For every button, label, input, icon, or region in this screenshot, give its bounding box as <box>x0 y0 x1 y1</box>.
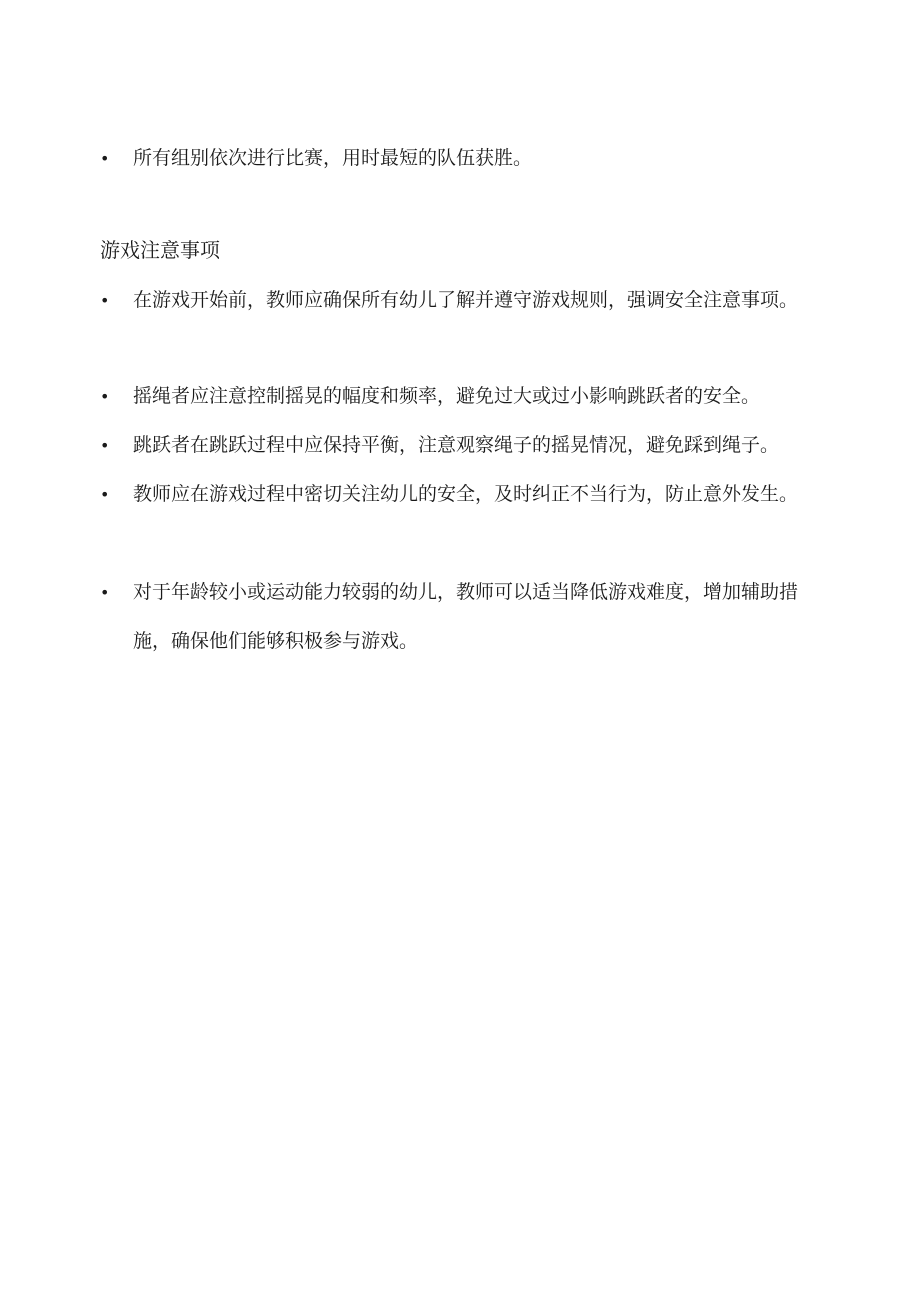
list-item-text: 对于年龄较小或运动能力较弱的幼儿，教师可以适当降低游戏难度，增加辅助措施，确保他们能够积极参与游戏。 <box>133 581 799 652</box>
list-item <box>100 568 820 666</box>
list-item <box>100 134 820 183</box>
section-heading: 游戏注意事项 <box>100 238 220 262</box>
bullet-icon: • <box>100 291 110 310</box>
list-item-text: 教师应在游戏过程中密切关注幼儿的安全，及时纠正不当行为，防止意外发生。 <box>133 483 799 505</box>
bullet-icon: • <box>100 149 110 168</box>
list-item <box>100 421 820 470</box>
list-item <box>100 470 820 519</box>
bullet-icon: • <box>100 436 110 455</box>
list-item-text: 所有组别依次进行比赛，用时最短的队伍获胜。 <box>133 147 533 169</box>
list-item-text: 跳跃者在跳跃过程中应保持平衡，注意观察绳子的摇晃情况，避免踩到绳子。 <box>133 434 780 456</box>
list-item-text: 在游戏开始前，教师应确保所有幼儿了解并遵守游戏规则，强调安全注意事项。 <box>133 289 799 311</box>
list-item <box>100 372 820 421</box>
list-item <box>100 276 820 325</box>
list-item-text: 摇绳者应注意控制摇晃的幅度和频率，避免过大或过小影响跳跃者的安全。 <box>133 385 761 407</box>
bullet-icon: • <box>100 583 110 602</box>
bullet-icon: • <box>100 387 110 406</box>
bullet-icon: • <box>100 485 110 504</box>
